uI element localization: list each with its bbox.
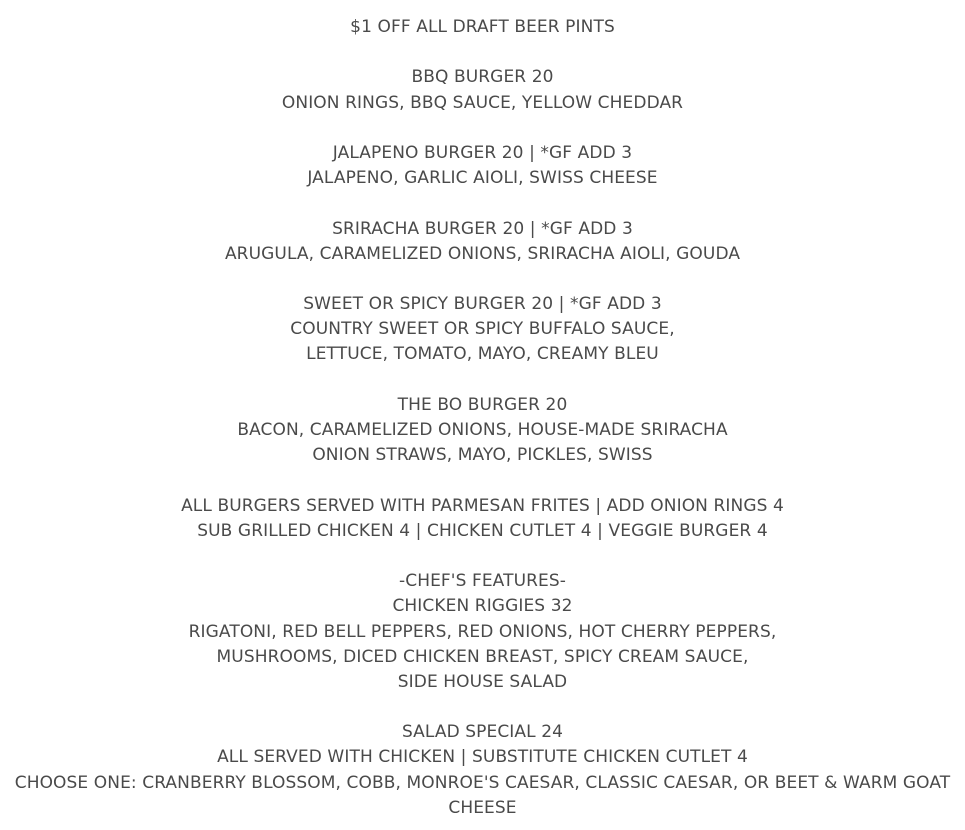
salad-special-section — [0, 720, 965, 821]
salad-special-options: CHOOSE ONE: CRANBERRY BLOSSOM, COBB, MONROE'S CAESAR, CLASSIC CAESAR, OR BEET & WARM GOAT CHEESE — [14, 772, 951, 818]
chef-features-heading: -CHEF'S FEATURES- — [398, 571, 566, 592]
spacer — [0, 40, 965, 65]
menu-item-description: ARUGULA, CARAMELIZED ONIONS, SRIRACHA AIOLI, GOUDA — [224, 243, 741, 264]
menu-item-description: BACON, CARAMELIZED ONIONS, HOUSE-MADE SRIRACHA — [237, 420, 728, 440]
menu-item-title: SRIRACHA BURGER 20 | *GF ADD 3 — [332, 218, 633, 239]
menu-item-description: ONION RINGS, BBQ SAUCE, YELLOW CHEDDAR — [281, 92, 684, 113]
chef-features-section — [0, 569, 965, 695]
spacer — [0, 116, 965, 141]
menu-item-description: LETTUCE, TOMATO, MAYO, CREAMY BLEU — [306, 344, 659, 365]
menu-item-title: BBQ BURGER 20 — [411, 67, 554, 88]
spacer — [0, 191, 965, 216]
burger-notes — [0, 494, 965, 544]
promo-line: $1 OFF ALL DRAFT BEER PINTS — [350, 17, 615, 37]
chef-feature-description: SIDE HOUSE SALAD — [397, 671, 568, 692]
spacer — [0, 695, 965, 720]
menu-item-title: SWEET OR SPICY BURGER 20 | *GF ADD 3 — [303, 294, 662, 315]
spacer — [0, 468, 965, 493]
menu-item-title: JALAPENO BURGER 20 | *GF ADD 3 — [332, 142, 633, 163]
menu-item-sweet-or-spicy-burger — [0, 292, 965, 368]
chef-feature-title: CHICKEN RIGGIES 32 — [392, 596, 573, 617]
menu-item-description: ONION STRAWS, MAYO, PICKLES, SWISS — [312, 445, 653, 466]
burger-note: ALL BURGERS SERVED WITH PARMESAN FRITES | ADD ONION RINGS 4 — [181, 495, 784, 516]
spacer — [0, 368, 965, 393]
chef-feature-description: MUSHROOMS, DICED CHICKEN BREAST, SPICY CREAM SAUCE, — [216, 646, 749, 667]
spacer — [0, 267, 965, 292]
chef-feature-description: RIGATONI, RED BELL PEPPERS, RED ONIONS, HOT CHERRY PEPPERS, — [188, 621, 777, 642]
burger-note: SUB GRILLED CHICKEN 4 | CHICKEN CUTLET 4 | VEGGIE BURGER 4 — [197, 520, 768, 541]
menu-item-description: JALAPENO, GARLIC AIOLI, SWISS CHEESE — [307, 168, 658, 189]
salad-special-description: ALL SERVED WITH CHICKEN | SUBSTITUTE CHICKEN CUTLET 4 — [217, 747, 748, 768]
menu-item-title: THE BO BURGER 20 — [397, 394, 568, 415]
menu-item-bbq-burger — [0, 65, 965, 115]
spacer — [0, 544, 965, 569]
salad-special-title: SALAD SPECIAL 24 — [401, 722, 564, 743]
menu-item-description: COUNTRY SWEET OR SPICY BUFFALO SAUCE, — [290, 319, 675, 340]
menu-item-bo-burger — [0, 393, 965, 469]
menu-item-jalapeno-burger — [0, 141, 965, 191]
menu-item-sriracha-burger — [0, 217, 965, 267]
